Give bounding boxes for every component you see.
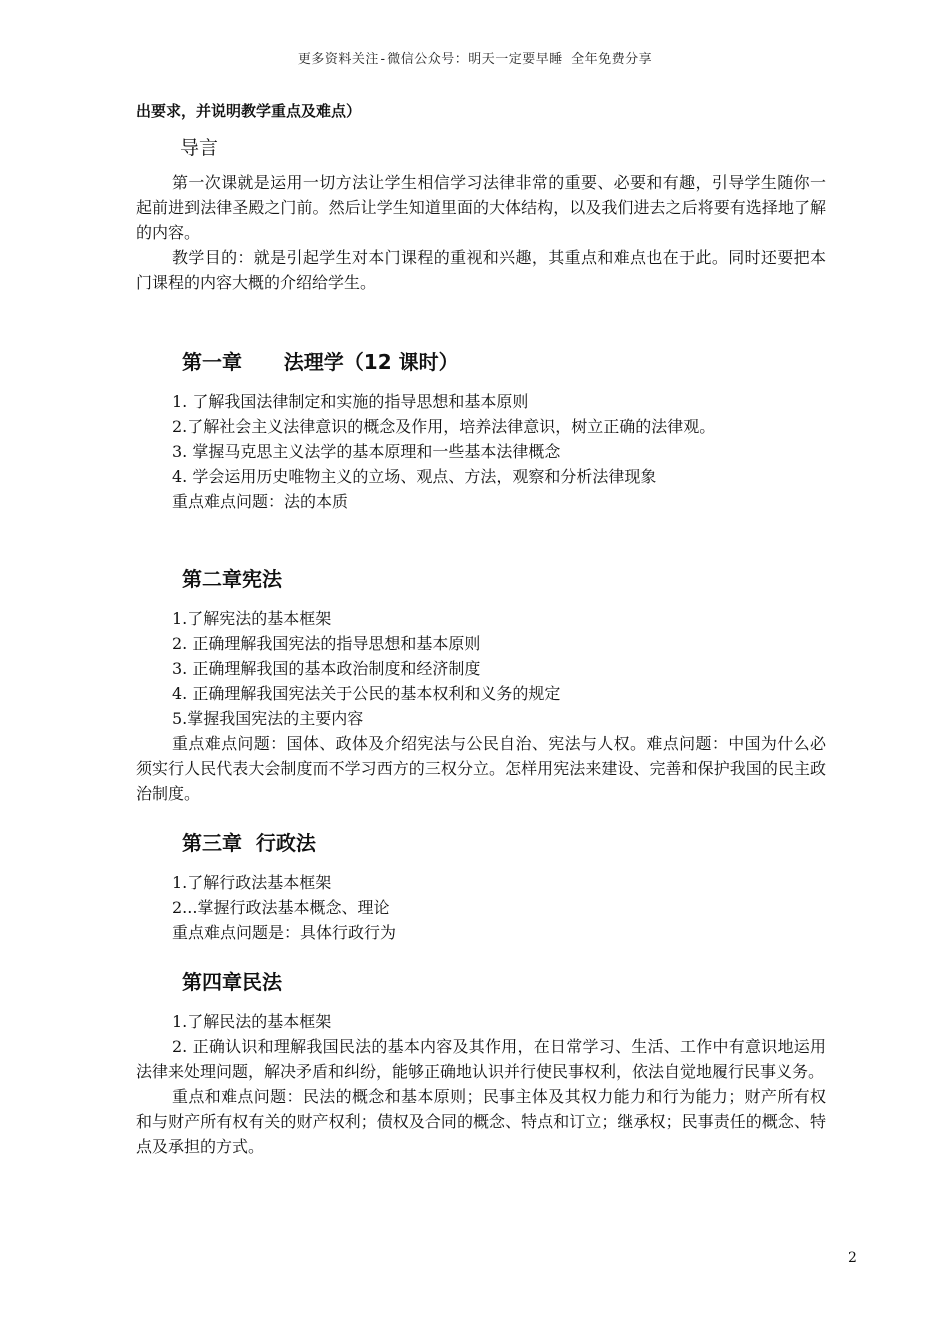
page-header: 更多资料关注-微信公众号：明天一定要早睡 全年免费分享 [297,52,653,67]
chapter-item: 2. 正确理解我国宪法的指导思想和基本原则 [172,634,481,653]
chapter-item: 重点难点问题：法的本质 [172,492,349,511]
chapter-item: 4. 正确理解我国宪法关于公民的基本权利和义务的规定 [172,684,561,703]
chapter-item: 重点难点问题是：具体行政行为 [172,923,397,942]
chapter-item: 2.了解社会主义法律意识的概念及作用，培养法律意识，树立正确的法律观。 [172,417,716,436]
chapter-item: 1.了解宪法的基本框架 [172,609,332,628]
chapter-paragraph: 重点难点问题：国体、政体及介绍宪法与公民自治、宪法与人权。难点问题：中国为什么必须实行人民代表大会制度而不学习西方的三权分立。怎样用宪法来建设、完善和保护我国的民主政治制度。 [136,734,826,803]
chapter-item: 3. 掌握马克思主义法学的基本原理和一些基本法律概念 [172,442,561,461]
chapter-item: 1.了解民法的基本框架 [172,1012,332,1031]
chapter-item: 4. 学会运用历史唯物主义的立场、观点、方法，观察和分析法律现象 [172,467,657,486]
intro-paragraph: 第一次课就是运用一切方法让学生相信学习法律非常的重要、必要和有趣，引导学生随你一起前进到法律圣殿之门前。然后让学生知道里面的大体结构，以及我们进去之后将要有选择地了解的内容。 [136,173,826,242]
chapter-paragraph: 2. 正确认识和理解我国民法的基本内容及其作用，在日常学习、生活、工作中有意识地运用法律来处理问题，解决矛盾和纠纷，能够正确地认识并行使民事权利，依法自觉地履行民事义务。 [136,1037,826,1081]
chapter-item: 1.了解行政法基本框架 [172,873,332,892]
chapter-title: 第二章宪法 [182,567,282,591]
chapter-title: 第一章 法理学（12 课时） [182,350,459,374]
page-content [136,100,826,1159]
page-number: 2 [848,1250,857,1266]
chapter-item: 1. 了解我国法律制定和实施的指导思想和基本原则 [172,392,529,411]
chapter-title: 第四章民法 [182,970,282,994]
chapter-paragraph: 重点和难点问题：民法的概念和基本原则；民事主体及其权力能力和行为能力；财产所有权和与财产所有权有关的财产权利；债权及合同的概念、特点和订立；继承权；民事责任的概念、特点及承担的方式。 [136,1087,826,1156]
chapter-item: 3. 正确理解我国的基本政治制度和经济制度 [172,659,481,678]
chapter-item: 2...掌握行政法基本概念、理论 [172,898,390,917]
intro-paragraph: 教学目的：就是引起学生对本门课程的重视和兴趣，其重点和难点也在于此。同时还要把本门课程的内容大概的介绍给学生。 [136,248,826,292]
continuation-line: 出要求，并说明教学重点及难点） [136,102,362,120]
intro-title: 导言 [180,137,219,159]
chapter-title: 第三章 行政法 [182,831,316,855]
chapter-item: 5.掌握我国宪法的主要内容 [172,709,364,728]
